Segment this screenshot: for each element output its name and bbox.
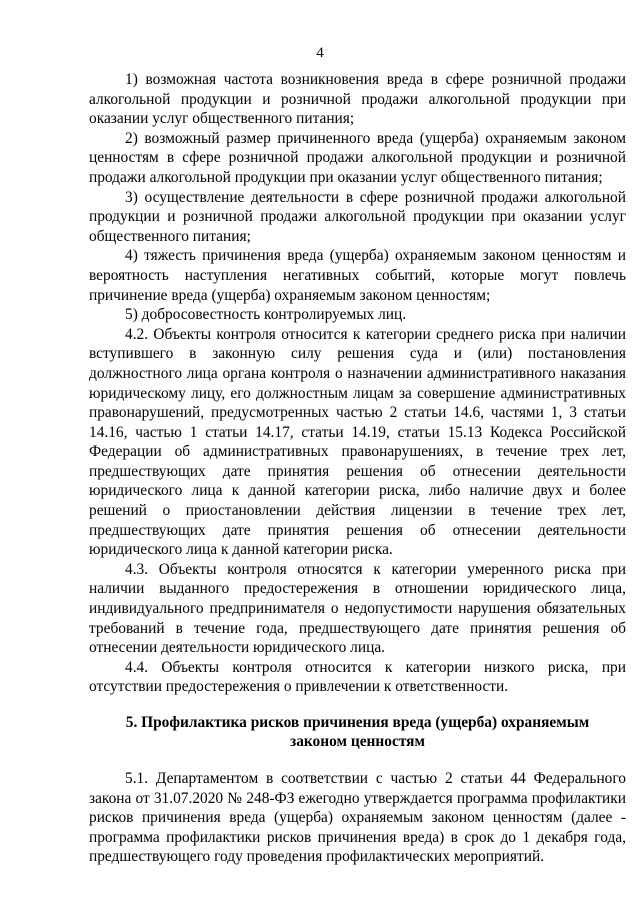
paragraph-criterion-3: 3) осуществление деятельности в сфере розничной продажи алкогольной продукции и розничной продажи алкогольной продукции при оказании услуг общественного питания; xyxy=(89,188,626,245)
paragraph-criterion-5: 5) добросовестность контролируемых лиц. xyxy=(125,306,407,324)
paragraph-4-2: 4.2. Объекты контроля относится к категории среднего риска при наличии вступившего в законную силу решения суда и (или) постановления должностного лица органа контроля о назначении административного наказания юридическому лицу, его должностным лицам за совершение административных правонарушений, предусмотренных частью 2 статьи 14.6, частями 1, 3 статьи 14.16, частью 1 статьи 14.17, статьи 14.19, статьи 15.13 Кодекса Российской Федерации об административных правонарушениях, в течение трех лет, предшествующих дате принятия решения об отнесении деятельности юридического лица к данной категории риска, либо наличие двух и более решений о приостановлении действия лицензии в течение трех лет, предшествующих дате принятия решения об отнесении деятельности юридического лица к данной категории риска. xyxy=(89,325,626,559)
paragraph-4-3: 4.3. Объекты контроля относятся к категории умеренного риска при наличии выданного предостережения в отношении юридического лица, индивидуального предпринимателя о недопустимости нарушения обязательных требований в течение года, предшествующего дате принятия решения об отнесении деятельности юридического лица. xyxy=(89,560,626,657)
paragraph-5-1: 5.1. Департаментом в соответствии с частью 2 статьи 44 Федерального закона от 31.07.2020 № 248-ФЗ ежегодно утверждается программа профилактики рисков причинения вреда (ущерба) охраняемым законом ценностям (далее - программа профилактики рисков причинения вреда) в срок до 1 декабря года, предшествующего году проведения профилактических мероприятий. xyxy=(89,770,626,866)
paragraph-criterion-4: 4) тяжесть причинения вреда (ущерба) охраняемым законом ценностям и вероятность наступления негативных событий, которые могут повлечь причинение вреда (ущерба) охраняемым законом ценностям; xyxy=(89,247,626,304)
section-heading-line-2: законом ценностям xyxy=(290,733,425,750)
paragraph-criterion-1: 1) возможная частота возникновения вреда в сфере розничной продажи алкогольной продукции и розничной продажи алкогольной продукции при оказании услуг общественного питания; xyxy=(89,71,626,128)
document-body xyxy=(89,70,626,867)
section-heading xyxy=(89,713,626,751)
page-number: 4 xyxy=(316,45,324,61)
section-heading-line-1: 5. Профилактика рисков причинения вреда (ущерба) охраняемым xyxy=(125,714,590,731)
paragraph-4-4: 4.4. Объекты контроля относится к категории низкого риска, при отсутствии предостережения о привлечении к ответственности. xyxy=(89,658,626,696)
paragraph-criterion-2: 2) возможный размер причиненного вреда (ущерба) охраняемым законом ценностям в сфере розничной продажи алкогольной продукции и розничной продажи алкогольной продукции при оказании услуг общественного питания; xyxy=(89,129,626,186)
